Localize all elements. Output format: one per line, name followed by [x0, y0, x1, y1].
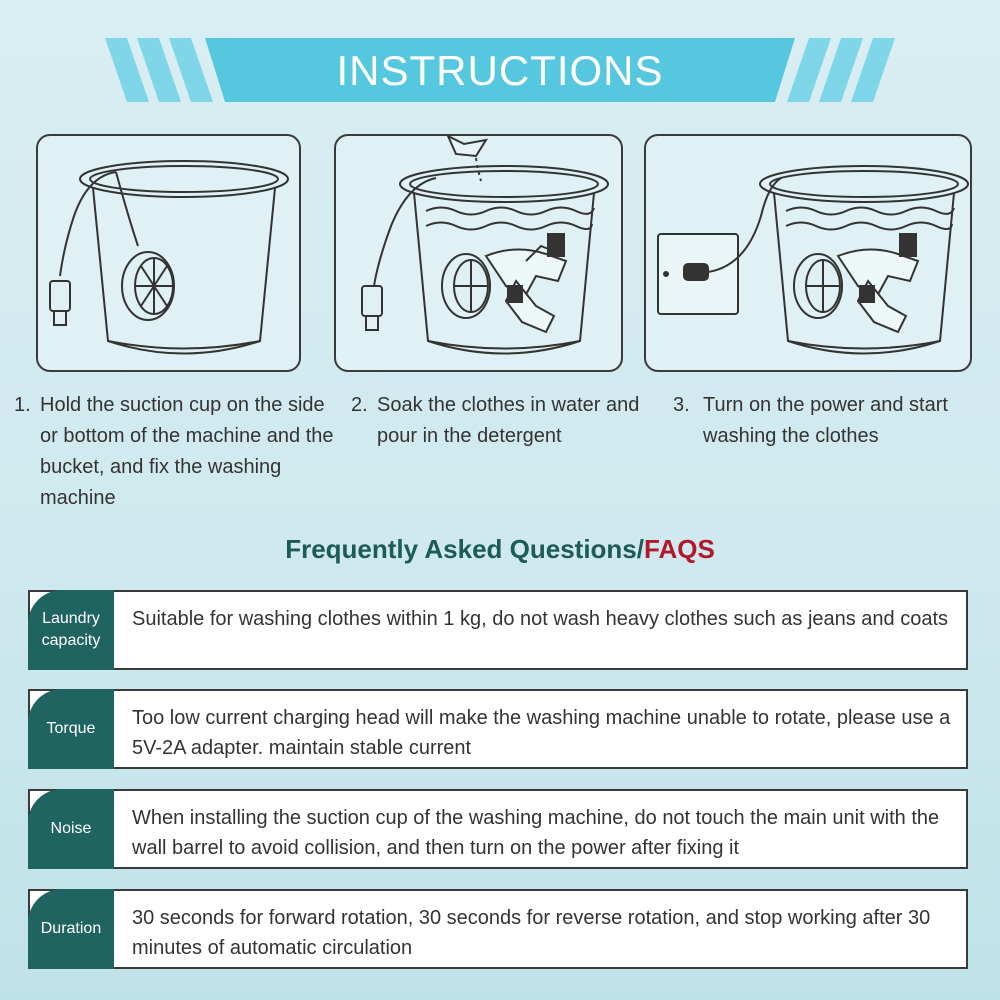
- faq-row-duration: [28, 889, 968, 969]
- step-3-illustration: [644, 134, 972, 372]
- faq-heading-accent: FAQS: [644, 534, 715, 564]
- step-1-illustration: [36, 134, 301, 372]
- step-3-text: Turn on the power and start washing the clothes: [703, 394, 948, 447]
- step-2-text: Soak the clothes in water and pour in the detergent: [377, 394, 640, 447]
- step-2-caption: [351, 390, 641, 452]
- faq-label: Duration: [28, 889, 114, 969]
- step-1-text: Hold the suction cup on the side or bottom of the machine and the bucket, and fix the washing machine: [40, 394, 334, 509]
- faq-label: Laundry capacity: [28, 590, 114, 670]
- faq-heading-main: Frequently Asked Questions/: [285, 534, 644, 564]
- bucket-with-washer-icon: [38, 136, 299, 370]
- faq-row-noise: [28, 789, 968, 869]
- faq-label: Torque: [28, 689, 114, 769]
- faq-label: Noise: [28, 789, 114, 869]
- faq-answer: 30 seconds for forward rotation, 30 seconds for reverse rotation, and stop working after 30 minutes of automatic circulation: [132, 907, 931, 959]
- step-3-caption: [673, 390, 993, 452]
- step-1-caption: [14, 390, 344, 514]
- faq-answer: Too low current charging head will make the washing machine unable to rotate, please use a 5V-2A adapter. maintain stable current: [132, 707, 951, 759]
- banner-title: INSTRUCTIONS: [336, 47, 664, 94]
- step-1-number: 1.: [14, 394, 31, 416]
- faq-row-torque: [28, 689, 968, 769]
- step-2-illustration: [334, 134, 623, 372]
- plugged-in-washer-icon: [646, 136, 970, 370]
- faq-answer: Suitable for washing clothes within 1 kg, do not wash heavy clothes such as jeans and coats: [132, 608, 949, 630]
- instructions-banner: [105, 38, 895, 102]
- step-3-number: 3.: [673, 394, 690, 416]
- faq-answer: When installing the suction cup of the washing machine, do not touch the main unit with the wall barrel to avoid collision, and then turn on the power after fixing it: [132, 807, 940, 859]
- faq-row-laundry-capacity: [28, 590, 968, 670]
- faq-heading: [0, 534, 1000, 565]
- step-2-number: 2.: [351, 394, 368, 416]
- bucket-with-clothes-icon: [336, 136, 621, 370]
